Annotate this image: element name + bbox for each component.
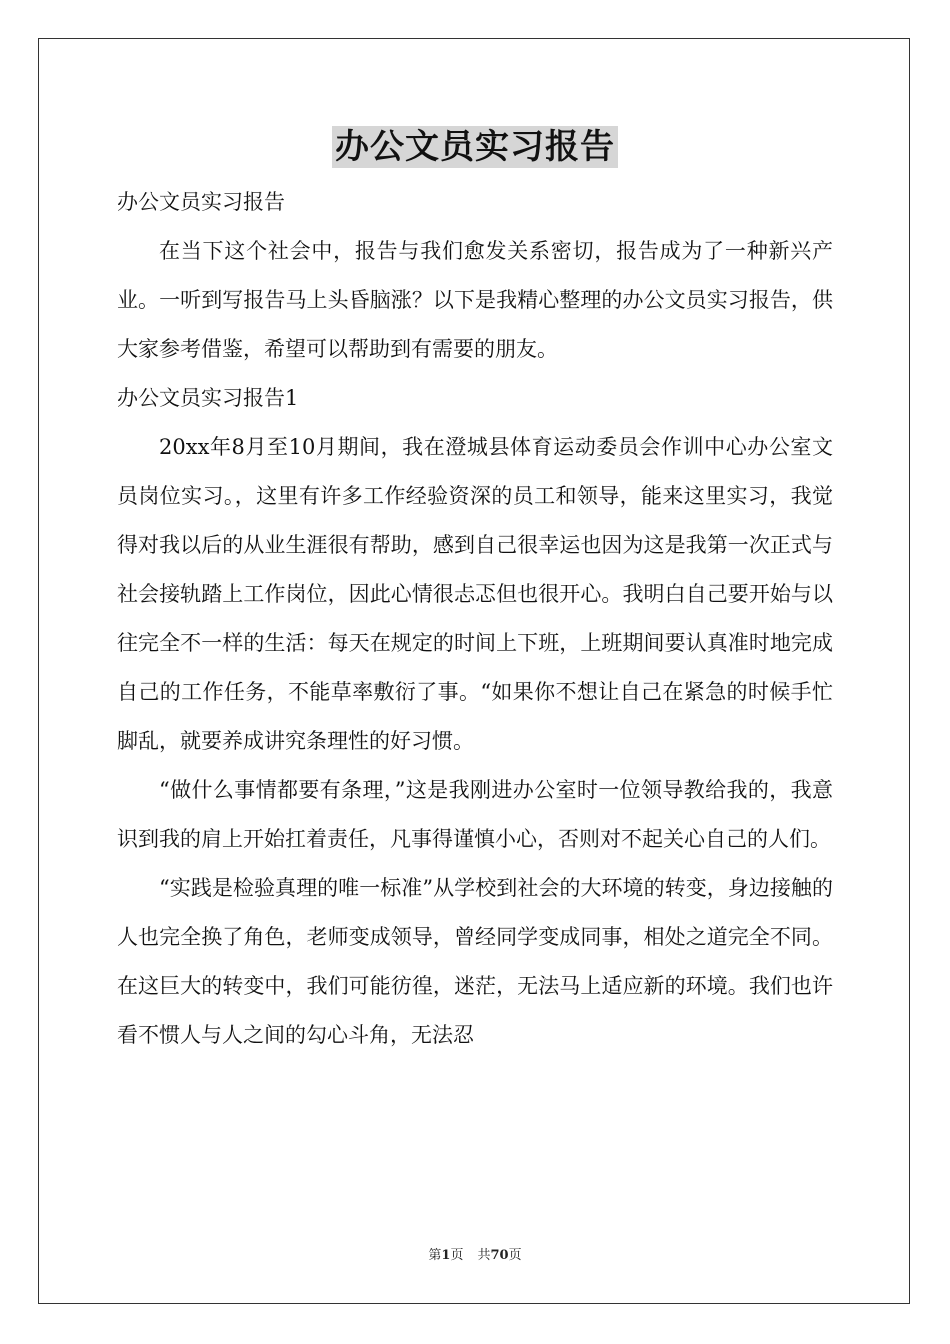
paragraph-subtitle: 办公文员实习报告 xyxy=(117,190,285,214)
total-prefix: 共 xyxy=(477,1248,491,1263)
document-body xyxy=(117,178,833,1060)
page-footer xyxy=(0,1246,950,1266)
document-title: 办公文员实习报告 xyxy=(332,126,618,168)
total-suffix: 页 xyxy=(508,1248,522,1263)
page-number: 1 xyxy=(441,1248,451,1263)
total-pages: 70 xyxy=(490,1248,509,1263)
paragraph-intro: 在当下这个社会中，报告与我们愈发关系密切，报告成为了一种新兴产业。一听到写报告马上头昏脑涨？以下是我精心整理的办公文员实习报告，供大家参考借鉴，希望可以帮助到有需要的朋友。 xyxy=(117,239,833,361)
paragraph-body-2: “做什么事情都要有条理，”这是我刚进办公室时一位领导教给我的，我意识到我的肩上开始扛着责任，凡事得谨慎小心，否则对不起关心自己的人们。 xyxy=(117,778,833,851)
paragraph-body-3: “实践是检验真理的唯一标准”从学校到社会的大环境的转变，身边接触的人也完全换了角色，老师变成领导，曾经同学变成同事，相处之道完全不同。在这巨大的转变中，我们可能彷徨，迷茫，无法马上适应新的环境。我们也许看不惯人与人之间的勾心斗角，无法忍 xyxy=(117,876,833,1047)
paragraph-body-1: 20xx年8月至10月期间，我在澄城县体育运动委员会作训中心办公室文员岗位实习。，这里有许多工作经验资深的员工和领导，能来这里实习，我觉得对我以后的从业生涯很有帮助，感到自己很幸运也因为这是我第一次正式与社会接轨踏上工作岗位，因此心情很忐忑但也很开心。我明白自己要开始与以往完全不一样的生活：每天在规定的时间上下班，上班期间要认真准时地完成自己的工作任务，不能草率敷衍了事。“如果你不想让自己在紧急的时候手忙脚乱，就要养成讲究条理性的好习惯。 xyxy=(117,435,833,753)
page-prefix: 第 xyxy=(428,1248,442,1263)
title-container xyxy=(0,126,950,168)
page-suffix: 页 xyxy=(450,1248,464,1263)
paragraph-section-heading: 办公文员实习报告1 xyxy=(117,386,299,410)
